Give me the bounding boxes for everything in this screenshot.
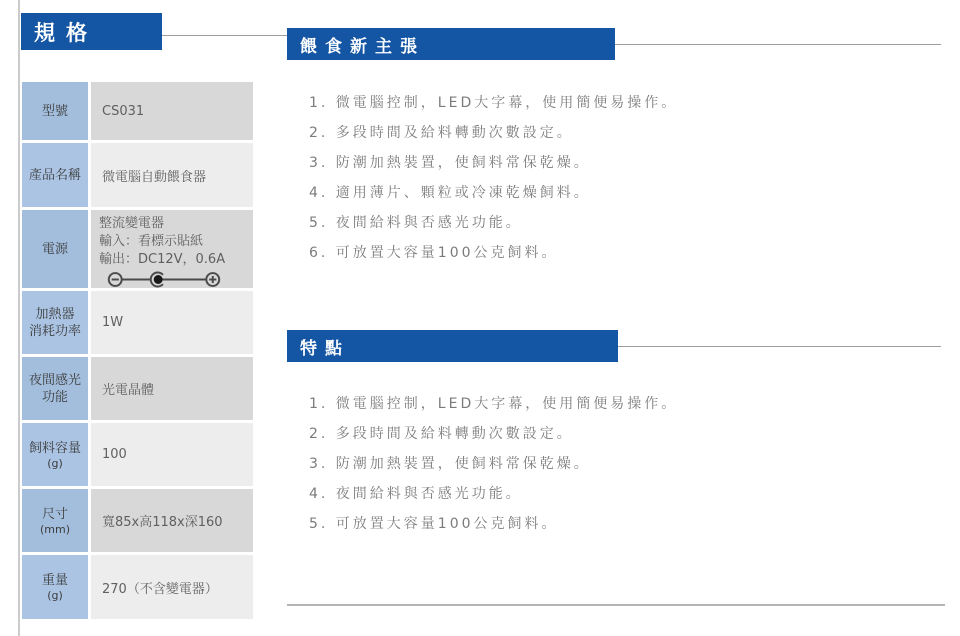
row-value — [91, 143, 253, 207]
row-value-text: 1W — [102, 315, 124, 330]
row-value — [91, 423, 253, 486]
row-label-unit: (mm) — [39, 522, 70, 536]
list-item: 6. 可放置大容量100公克飼料。 — [309, 245, 559, 261]
row-label-text: 型號 — [41, 103, 68, 119]
list-item: 5. 夜間給料與否感光功能。 — [309, 215, 523, 231]
row-label — [22, 143, 88, 207]
row-value-text: 寬85x高118x深160 — [102, 515, 223, 530]
row-value-text: 光電晶體 — [102, 383, 155, 398]
row-label-text: 重量 — [41, 573, 68, 588]
features-connector-line — [618, 346, 941, 347]
list-item: 2. 多段時間及給料轉動次數設定。 — [309, 426, 574, 442]
row-label-text: 電源 — [41, 241, 68, 257]
row-label — [22, 555, 88, 619]
features-section-title: 特點 — [300, 338, 350, 359]
row-label-unit: (g) — [47, 589, 63, 602]
list-item: 2. 多段時間及給料轉動次數設定。 — [309, 125, 574, 141]
feeding-section-title: 餵食新主張 — [300, 36, 425, 57]
feeding-list — [309, 88, 678, 268]
row-label — [22, 291, 88, 354]
row-value — [91, 291, 253, 354]
row-value-text: 微電腦自動餵食器 — [102, 169, 207, 185]
row-value — [91, 489, 253, 552]
row-label — [22, 210, 88, 288]
spec-table — [22, 82, 253, 622]
row-label-text: 尺寸 — [41, 506, 68, 522]
row-label — [22, 82, 88, 140]
list-item: 5. 可放置大容量100公克飼料。 — [309, 516, 559, 532]
spec-section-header — [21, 13, 162, 50]
table-row-heater-power — [22, 291, 253, 354]
row-value — [91, 555, 253, 619]
left-divider-line — [18, 0, 20, 636]
list-item: 3. 防潮加熱裝置，使飼料常保乾燥。 — [309, 456, 591, 472]
row-value — [91, 82, 253, 140]
table-row-dimensions — [22, 489, 253, 552]
row-label-text: 飼料容量 — [28, 440, 81, 456]
list-item: 4. 夜間給料與否感光功能。 — [309, 486, 523, 502]
table-row-capacity — [22, 423, 253, 486]
row-label — [22, 357, 88, 420]
row-value-text: 100 — [102, 447, 127, 462]
spec-connector-line — [162, 35, 287, 36]
feeding-section-header — [287, 28, 615, 60]
list-item: 1. 微電腦控制，LED大字幕，使用簡便易操作。 — [309, 95, 679, 111]
row-value-line: 整流變電器 — [99, 216, 165, 231]
spec-section-title: 規格 — [34, 20, 98, 45]
row-value-line: 輸入：看標示貼紙 — [99, 234, 204, 249]
list-item: 3. 防潮加熱裝置，使飼料常保乾燥。 — [309, 155, 591, 171]
dc-polarity-icon — [100, 271, 228, 288]
features-list — [309, 389, 678, 539]
row-label-unit: (g) — [47, 456, 63, 470]
features-section-header — [287, 330, 618, 362]
row-value — [91, 357, 253, 420]
row-label-text: 夜間感光 — [28, 372, 81, 388]
list-item: 4. 適用薄片、顆粒或冷凍乾燥飼料。 — [309, 185, 591, 201]
row-value-text: 270（不含變電器） — [102, 581, 218, 597]
table-row-model — [22, 82, 253, 140]
row-label-text: 消耗功率 — [28, 323, 81, 339]
row-label-text: 加熱器 — [35, 306, 75, 322]
row-label-text: 功能 — [41, 389, 68, 405]
row-label-text: 產品名稱 — [28, 167, 81, 183]
table-row-night-sensor — [22, 357, 253, 420]
table-row-weight — [22, 555, 253, 619]
table-row-power — [22, 210, 253, 288]
row-value-line: 輸出：DC12V，0.6A — [99, 252, 226, 267]
bottom-divider-line — [287, 604, 945, 606]
feeding-connector-line — [615, 44, 941, 45]
table-row-product-name — [22, 143, 253, 207]
row-value — [91, 210, 253, 288]
row-label — [22, 423, 88, 486]
row-value-text: CS031 — [102, 103, 145, 119]
list-item: 1. 微電腦控制，LED大字幕，使用簡便易操作。 — [309, 396, 679, 412]
row-label — [22, 489, 88, 552]
